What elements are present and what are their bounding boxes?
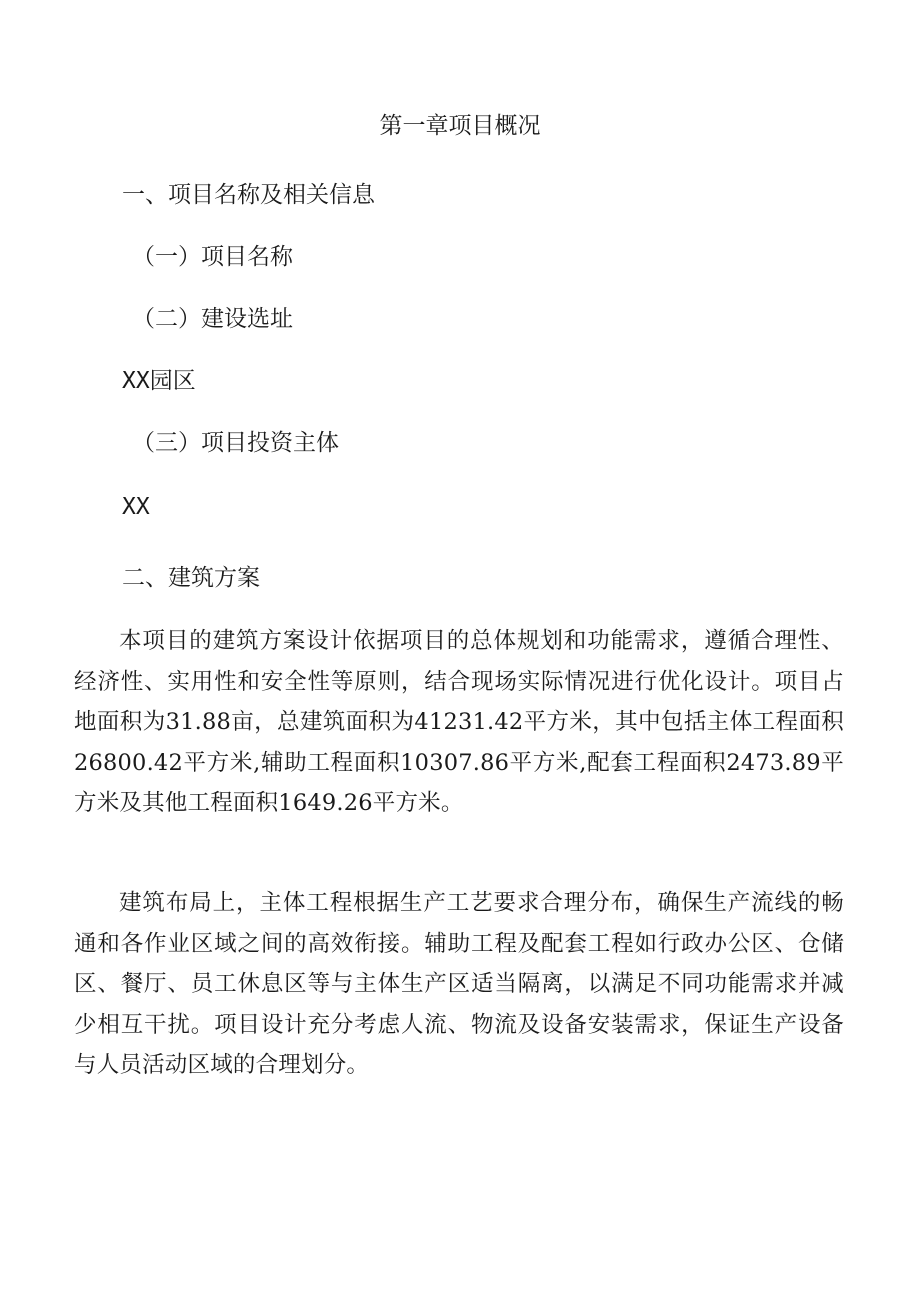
building-plan-paragraph-1: 本项目的建筑方案设计依据项目的总体规划和功能需求，遵循合理性、经济性、实用性和安全性等原则，结合现场实际情况进行优化设计。项目占地面积为31.88亩，总建筑面积为41231.42平方米，其中包括主体工程面积26800.42平方米,辅助工程面积10307.86平方米,配套工程面积2473.89平方米及其他工程面积1649.26平方米。 [74,628,844,816]
site-location-value: XX园区 [122,368,196,394]
subsection-investor: （三）项目投资主体 [132,430,339,456]
subsection-project-name: （一）项目名称 [132,244,293,270]
section-heading-project-info: 一、项目名称及相关信息 [122,182,375,208]
building-plan-paragraph-2: 建筑布局上，主体工程根据生产工艺要求合理分布，确保生产流线的畅通和各作业区域之间的高效衔接。辅助工程及配套工程如行政办公区、仓储区、餐厅、员工休息区等与主体生产区适当隔离，以满足不同功能需求并减少相互干扰。项目设计充分考虑人流、物流及设备安装需求，保证生产设备与人员活动区域的合理划分。 [74,890,844,1078]
section-heading-building-plan: 二、建筑方案 [122,565,260,591]
chapter-title: 第一章项目概况 [379,113,541,139]
subsection-site-location: （二）建设选址 [132,306,293,332]
investor-value: XX [122,494,150,520]
